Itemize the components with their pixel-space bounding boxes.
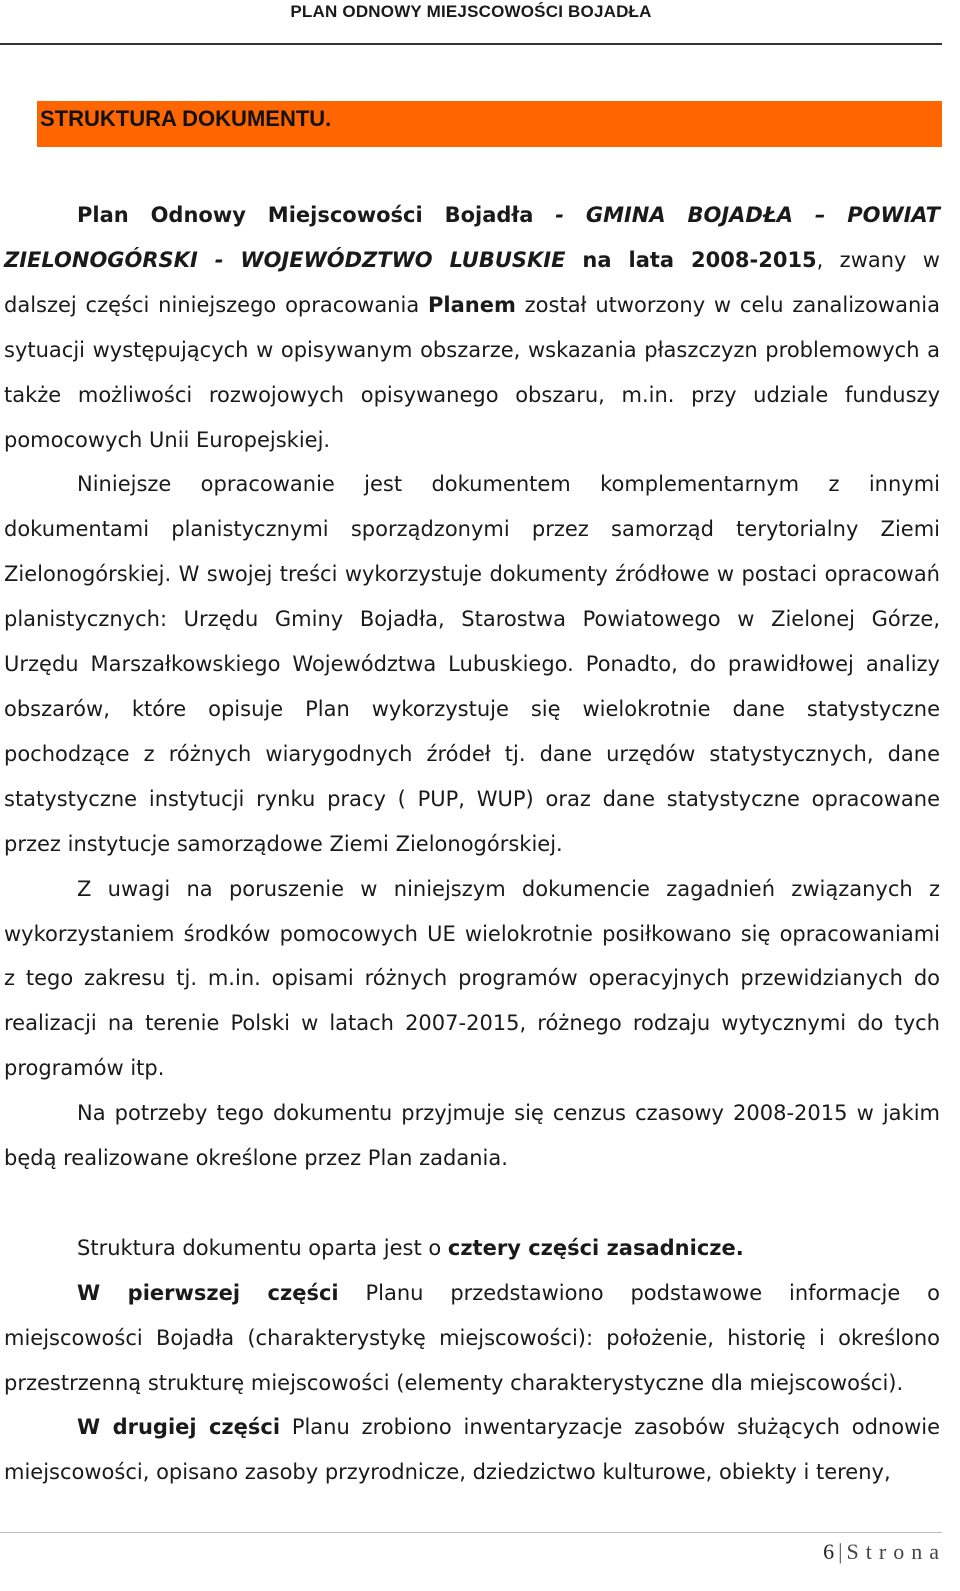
paragraph-timeframe: Na potrzeby tego dokumentu przyjmuje się cenzus czasowy 2008-2015 w jakim będą realizowane określone przez Plan zadania.	[4, 1101, 940, 1171]
plan-location: - GMINA BOJADŁA – POWIAT ZIELONOGÓRSKI - WOJEWÓDZTWO LUBUSKIE	[4, 203, 940, 272]
emphasis: W drugiej części	[77, 1415, 281, 1440]
emphasis: cztery części zasadnicze.	[447, 1235, 744, 1260]
text-run: Planu zrobiono inwentaryzacje zasobów służących odnowie miejscowości, opisano zasoby przyrodnicze, dziedzictwo kulturowe, obiekty i tereny,	[4, 1415, 940, 1485]
paragraph-part-two	[4, 1405, 940, 1495]
text-run: Planu przedstawiono podstawowe informacje o miejscowości Bojadła (charakterystykę miejscowości): położenie, historię i określono przestrzenną strukturę miejscowości (elementy charakterystyczne dla miejscowości).	[4, 1280, 940, 1395]
emphasis: W pierwszej części	[77, 1280, 339, 1305]
paragraph-intro	[4, 193, 940, 462]
text-run: , zwany w dalszej części niniejszego opracowania	[4, 247, 940, 317]
page-separator: |	[838, 1539, 843, 1564]
section-heading: STRUKTURA DOKUMENTU.	[40, 106, 332, 131]
page-number-value: 6	[823, 1539, 835, 1564]
header-divider	[0, 43, 942, 45]
plan-period: na lata 2008-2015	[565, 247, 817, 272]
running-header: PLAN ODNOWY MIEJSCOWOŚCI BOJADŁA	[290, 2, 652, 21]
document-body	[4, 193, 940, 1495]
footer-divider	[0, 1532, 942, 1533]
paragraph-structure	[4, 1226, 940, 1271]
spacer	[4, 1181, 940, 1226]
text-run: został utworzony w celu zanalizowania sytuacji występujących w opisywanym obszarze, wskazania płaszczyzn problemowych a także możliwości rozwojowych opisywanego obszaru, m.in. przy udziale funduszy pomocowych Unii Europejskiej.	[4, 292, 940, 452]
section-heading-banner	[37, 101, 942, 147]
page-label: Strona	[846, 1539, 946, 1564]
paragraph-eu-funds: Z uwagi na poruszenie w niniejszym dokumencie zagadnień związanych z wykorzystaniem środków pomocowych UE wielokrotnie posiłkowano się opracowaniami z tego zakresu tj. m.in. opisami różnych programów operacyjnych przewidzianych do realizacji na terenie Polski w latach 2007-2015, różnego rodzaju wytycznymi do tych programów itp.	[4, 876, 940, 1081]
text-run: Struktura dokumentu oparta jest o	[77, 1235, 448, 1260]
paragraph-part-one	[4, 1271, 940, 1406]
paragraph-complementary: Niniejsze opracowanie jest dokumentem komplementarnym z innymi dokumentami planistycznymi sporządzonymi przez samorząd terytorialny Ziemi Zielonogórskiej. W swojej treści wykorzystuje dokumenty źródłowe w postaci opracowań planistycznych: Urzędu Gminy Bojadła, Starostwa Powiatowego w Zielonej Górze, Urzędu Marszałkowskiego Województwa Lubuskiego. Ponadto, do prawidłowej analizy obszarów, które opisuje Plan wykorzystuje się wielokrotnie dane statystyczne pochodzące z różnych wiarygodnych źródeł tj. dane urzędów statystycznych, dane statystyczne instytucji rynku pracy ( PUP, WUP) oraz dane statystyczne opracowane przez instytucje samorządowe Ziemi Zielonogórskiej.	[4, 472, 940, 856]
plan-term: Planem	[428, 292, 516, 317]
plan-name: Plan Odnowy Miejscowości Bojadła	[77, 203, 534, 227]
page-number	[823, 1539, 946, 1565]
